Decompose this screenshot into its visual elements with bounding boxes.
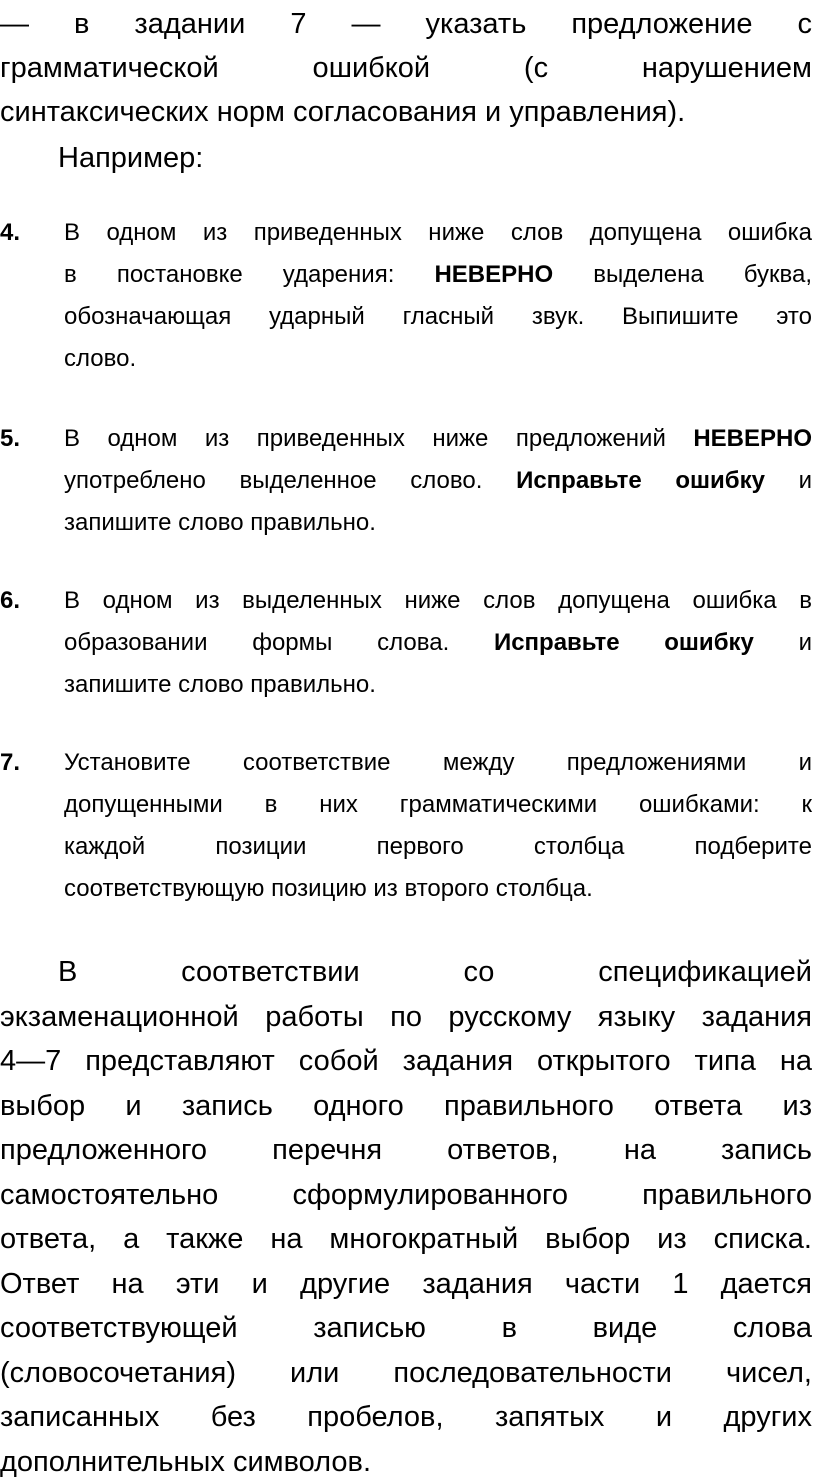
conclusion-line: В соответствии со спецификацией [0, 950, 812, 995]
task-text-run: запишите слово правильно. [64, 671, 376, 698]
task-text-line [64, 212, 812, 254]
task-text-run: слово. [64, 345, 136, 372]
conclusion-line: предложенного перечня ответов, на запись [0, 1128, 812, 1173]
task-text-line [64, 580, 812, 622]
task-text [64, 580, 812, 706]
conclusion-line: экзаменационной работы по русскому языку задания [0, 995, 812, 1040]
task-text-run: каждой позиции первого столбца подберите [64, 833, 812, 860]
task-text-run: В одном из приведенных ниже предложений [64, 425, 693, 452]
task-text-run: выделена буква, [553, 261, 812, 288]
intro-line: — в задании 7 — указать предложение с [0, 2, 812, 46]
task-text-run: В одном из выделенных ниже слов допущена ошибка в [64, 587, 812, 614]
task-text-run: в постановке ударения: [64, 261, 434, 288]
conclusion-line: выбор и запись одного правильного ответа из [0, 1084, 812, 1129]
task-number: 6. [0, 580, 20, 622]
example-label: Например: [58, 136, 203, 180]
task-text-line [64, 868, 812, 910]
conclusion-line: Ответ на эти и другие задания части 1 дается [0, 1262, 812, 1307]
conclusion-line: (словосочетания) или последовательности чисел, [0, 1351, 812, 1396]
task-text-line [64, 418, 812, 460]
conclusion-line: ответа, а также на многократный выбор из списка. [0, 1217, 812, 1262]
task-emphasis: Исправьте ошибку [494, 629, 754, 656]
task-emphasis: НЕВЕРНО [434, 261, 553, 288]
task-text-line [64, 622, 812, 664]
conclusion-line: записанных без пробелов, запятых и других [0, 1395, 812, 1440]
conclusion-line: 4—7 представляют собой задания открытого типа на [0, 1039, 812, 1084]
conclusion-line: самостоятельно сформулированного правильного [0, 1173, 812, 1218]
task-number: 4. [0, 212, 20, 254]
task-text-line [64, 826, 812, 868]
task-text-run: обозначающая ударный гласный звук. Выпишите это [64, 303, 812, 330]
task-text-run: и [754, 629, 812, 656]
task-text [64, 212, 812, 380]
task-text-run: соответствующую позицию из второго столбца. [64, 875, 593, 902]
task-text-line [64, 254, 812, 296]
task-text [64, 742, 812, 910]
task-number: 7. [0, 742, 20, 784]
task-text-line [64, 338, 812, 380]
task-text-line [64, 664, 812, 706]
task-text [64, 418, 812, 544]
task-text-run: В одном из приведенных ниже слов допущена ошибка [64, 219, 812, 246]
task-text-run: допущенными в них грамматическими ошибками: к [64, 791, 812, 818]
task-text-line [64, 460, 812, 502]
task-text-line [64, 502, 812, 544]
task-text-line [64, 784, 812, 826]
conclusion-paragraph [0, 950, 812, 1484]
task-text-run: и [765, 467, 812, 494]
task-text-run: запишите слово правильно. [64, 509, 376, 536]
task-number: 5. [0, 418, 20, 460]
intro-paragraph [0, 2, 812, 134]
conclusion-line: соответствующей записью в виде слова [0, 1306, 812, 1351]
task-text-run: образовании формы слова. [64, 629, 494, 656]
task-text-line [64, 742, 812, 784]
task-emphasis: Исправьте ошибку [516, 467, 765, 494]
task-text-run: употреблено выделенное слово. [64, 467, 516, 494]
intro-line: синтаксических норм согласования и управления). [0, 90, 812, 134]
task-emphasis: НЕВЕРНО [693, 425, 812, 452]
conclusion-line: дополнительных символов. [0, 1440, 812, 1484]
task-text-run: Установите соответствие между предложениями и [64, 749, 812, 776]
task-text-line [64, 296, 812, 338]
intro-line: грамматической ошибкой (с нарушением [0, 46, 812, 90]
